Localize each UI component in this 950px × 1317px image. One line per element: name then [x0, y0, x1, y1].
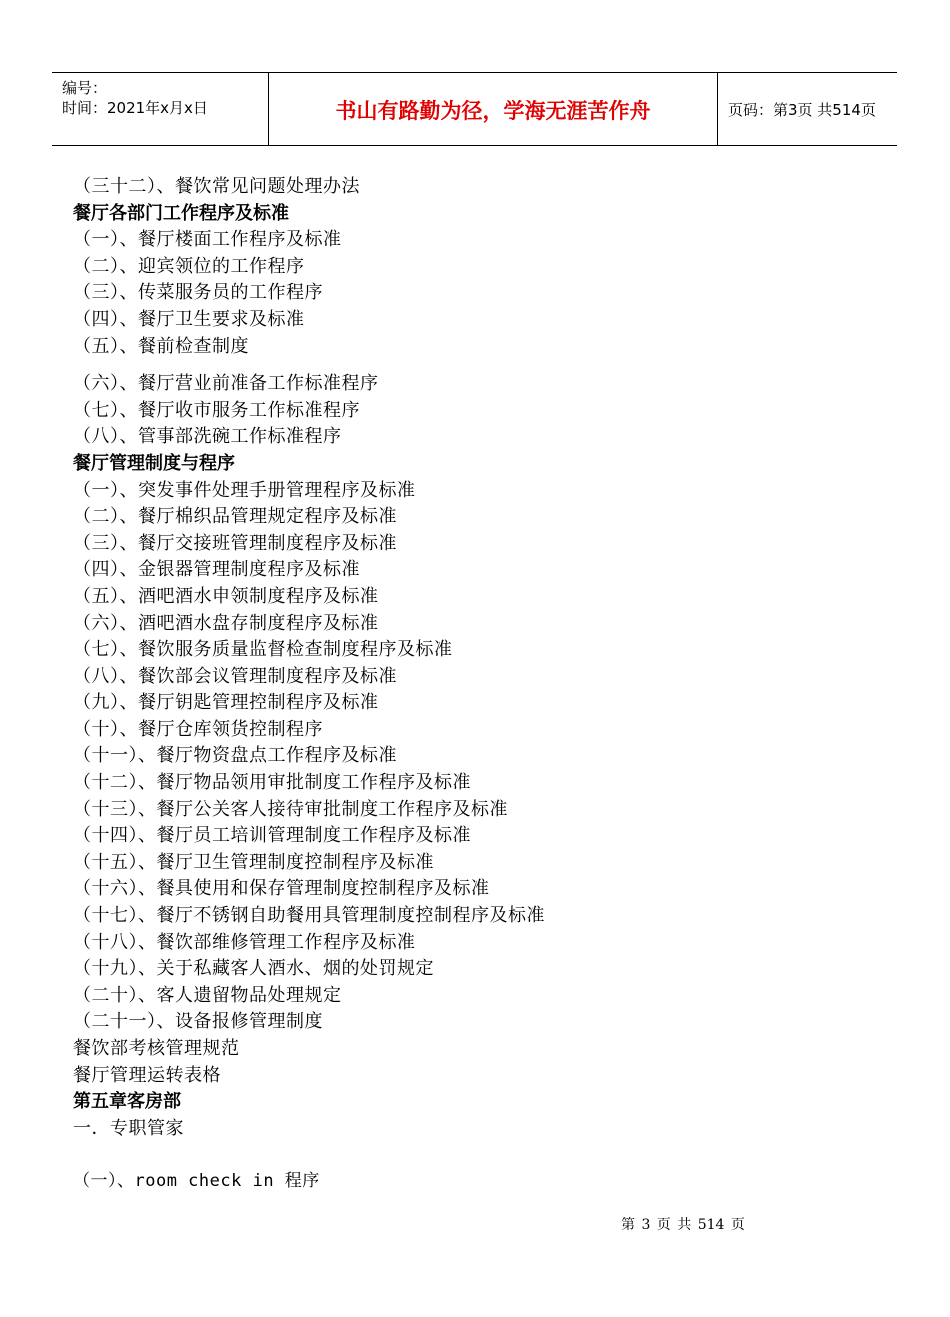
toc-entry: （二十一）、设备报修管理制度	[73, 1011, 323, 1033]
document-number-label: 编号：	[62, 79, 108, 97]
section-heading: 第五章客房部	[73, 1091, 181, 1113]
toc-entry: （十四）、餐厅员工培训管理制度工作程序及标准	[73, 825, 471, 847]
toc-entry: 餐厅管理运转表格	[73, 1064, 221, 1086]
toc-entry: （八）、管事部洗碗工作标准程序	[73, 426, 342, 448]
header-slogan: 书山有路勤为径，学海无涯苦作舟	[335, 99, 651, 123]
toc-entry: （七）、餐饮服务质量监督检查制度程序及标准	[73, 639, 453, 661]
toc-entry: （三）、传菜服务员的工作程序	[73, 282, 323, 304]
toc-entry: （十五）、餐厅卫生管理制度控制程序及标准	[73, 851, 434, 873]
toc-entry: （三十二）、餐饮常见问题处理办法	[73, 176, 360, 197]
document-time-label: 时间：2021年x月x日	[62, 99, 208, 117]
section-heading: 餐厅各部门工作程序及标准	[73, 202, 289, 224]
toc-entry: （二十）、客人遗留物品处理规定	[73, 984, 342, 1006]
toc-entry: （一）、餐厅楼面工作程序及标准	[73, 229, 342, 251]
header-slogan-cell	[268, 73, 718, 145]
toc-entry: （八）、餐饮部会议管理制度程序及标准	[73, 665, 397, 687]
toc-entry: （七）、餐厅收市服务工作标准程序	[73, 399, 360, 421]
toc-entry: （十三）、餐厅公关客人接待审批制度工作程序及标准	[73, 798, 508, 820]
toc-entry: （五）、酒吧酒水申领制度程序及标准	[73, 585, 379, 607]
toc-entry: （五）、餐前检查制度	[73, 335, 249, 357]
toc-entry: （六）、餐厅营业前准备工作标准程序	[73, 373, 379, 395]
toc-entry: （二）、迎宾领位的工作程序	[73, 255, 305, 277]
toc-entry: （四）、餐厅卫生要求及标准	[73, 308, 305, 330]
toc-entry: （二）、餐厅棉织品管理规定程序及标准	[73, 506, 397, 528]
toc-entry: （十二）、餐厅物品领用审批制度工作程序及标准	[73, 772, 471, 794]
toc-entry: 一．专职管家	[73, 1117, 184, 1139]
header-info-cell	[52, 73, 268, 145]
header-page-cell	[716, 73, 897, 145]
toc-entry: （九）、餐厅钥匙管理控制程序及标准	[73, 692, 379, 714]
toc-entry: （一）、room check in 程序	[73, 1171, 320, 1192]
section-heading: 餐厅管理制度与程序	[73, 452, 235, 474]
table-of-contents	[73, 174, 893, 1195]
toc-entry: （四）、金银器管理制度程序及标准	[73, 559, 360, 581]
toc-entry: （十九）、关于私藏客人酒水、烟的处罚规定	[73, 958, 434, 980]
toc-entry: （三）、餐厅交接班管理制度程序及标准	[73, 532, 397, 554]
toc-entry: （十）、餐厅仓库领货控制程序	[73, 718, 323, 740]
toc-entry: （十六）、餐具使用和保存管理制度控制程序及标准	[73, 878, 490, 900]
page-footer: 第 3 页 共 514 页	[621, 1217, 745, 1233]
toc-entry: （一）、突发事件处理手册管理程序及标准	[73, 479, 416, 501]
header-page-number: 页码：第3页 共514页	[728, 101, 876, 119]
toc-entry: （十七）、餐厅不锈钢自助餐用具管理制度控制程序及标准	[73, 905, 545, 927]
toc-entry: （六）、酒吧酒水盘存制度程序及标准	[73, 612, 379, 634]
toc-entry: （十一）、餐厅物资盘点工作程序及标准	[73, 745, 397, 767]
toc-entry: （十八）、餐饮部维修管理工作程序及标准	[73, 931, 416, 953]
toc-entry: 餐饮部考核管理规范	[73, 1038, 240, 1059]
page-header	[52, 72, 897, 146]
